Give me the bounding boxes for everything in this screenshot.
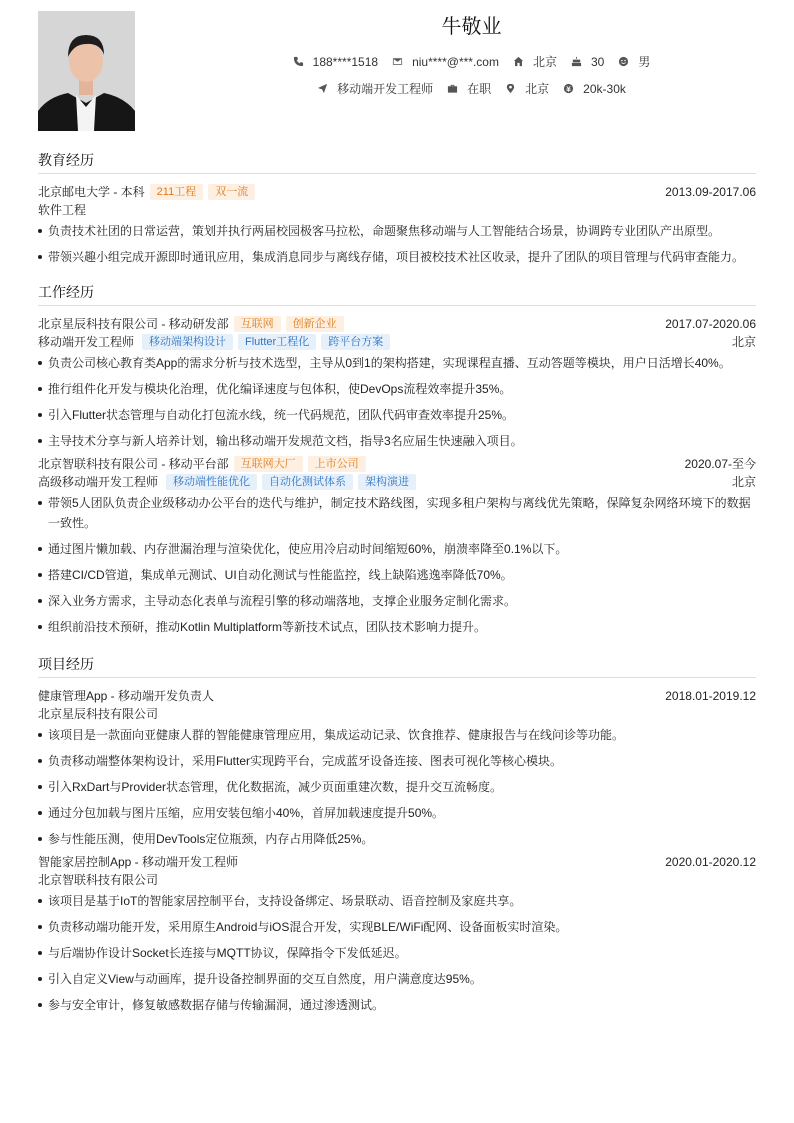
project-bullets <box>38 725 756 849</box>
company-name: 北京智联科技有限公司 - 移动平台部 <box>38 457 229 471</box>
list-item: 引入自定义View与动画库，提升设备控制界面的交互自然度，用户满意度达95%。 <box>38 969 756 989</box>
list-item: 推行组件化开发与模块化治理，优化编译速度与包体积，使DevOps流程效率提升35%。 <box>38 379 756 399</box>
job-title: 高级移动端开发工程师 <box>38 475 159 489</box>
phone-item <box>293 55 378 69</box>
target-city-item <box>505 80 549 97</box>
work-bullets <box>38 493 756 637</box>
work-section <box>38 282 756 643</box>
list-item: 与后端协作设计Socket长连接与MQTT协议，保障指令下发低延迟。 <box>38 943 756 963</box>
skill-tag: 移动端性能优化 <box>166 474 257 490</box>
project-bullets <box>38 891 756 1015</box>
work-bullets <box>38 353 756 451</box>
list-item: 引入Flutter状态管理与自动化打包流水线，统一代码规范，团队代码审查效率提升25%。 <box>38 405 756 425</box>
projects-section-title: 项目经历 <box>38 654 756 678</box>
school-tag: 双一流 <box>208 184 255 200</box>
residence-item <box>513 53 557 70</box>
work-entry <box>38 455 756 637</box>
project-company: 北京星辰科技有限公司 <box>38 707 159 721</box>
phone-icon <box>293 56 304 67</box>
education-entry <box>38 183 756 267</box>
major: 软件工程 <box>38 203 87 217</box>
company-tag: 互联网大厂 <box>234 456 303 472</box>
project-date: 2018.01-2019.12 <box>665 689 756 703</box>
candidate-name: 牛敬业 <box>441 16 502 38</box>
projects-section <box>38 654 756 1021</box>
project-entry <box>38 853 756 1015</box>
age-item <box>571 55 604 69</box>
work-city: 北京 <box>731 335 756 349</box>
list-item: 通过分包加载与图片压缩，应用安装包缩小40%，首屏加载速度提升50%。 <box>38 803 756 823</box>
school-name: 北京邮电大学 - 本科 <box>38 185 145 199</box>
contact-info-row <box>0 53 794 70</box>
list-item: 搭建CI/CD管道，集成单元测试、UI自动化测试与性能监控，线上缺陷逃逸率降低70%。 <box>38 565 756 585</box>
email-item <box>392 55 499 69</box>
job-title: 移动端开发工程师 <box>38 335 135 349</box>
job-intent-row <box>0 80 794 97</box>
smile-icon <box>618 56 629 67</box>
list-item: 通过图片懒加载、内存泄漏治理与渲染优化，使应用冷启动时间缩短60%，崩溃率降至0.1%以下。 <box>38 539 756 559</box>
residence-text: 北京 <box>532 55 557 69</box>
school-tag: 211工程 <box>150 184 204 200</box>
list-item: 负责移动端整体架构设计，采用Flutter实现跨平台，完成蓝牙设备连接、图表可视化等核心模块。 <box>38 751 756 771</box>
list-item: 负责公司核心教育类App的需求分析与技术选型，主导从0到1的架构搭建，实现课程直播、互动答题等模块，用户日活增长40%。 <box>38 353 756 373</box>
list-item: 参与性能压测，使用DevTools定位瓶颈，内存占用降低25%。 <box>38 829 756 849</box>
list-item: 组织前沿技术预研，推动Kotlin Multiplatform等新技术试点，团队技术影响力提升。 <box>38 617 756 637</box>
project-name: 健康管理App - 移动端开发负责人 <box>38 689 215 703</box>
salary-text: 20k-30k <box>583 81 626 96</box>
list-item: 带领5人团队负责企业级移动办公平台的迭代与维护，制定技术路线图，实现多租户架构与离线优先策略，保障复杂网络环境下的数据一致性。 <box>38 493 756 533</box>
education-section-title: 教育经历 <box>38 150 756 174</box>
list-item: 主导技术分享与新人培养计划，输出移动端开发规范文档，指导3名应届生快速融入项目。 <box>38 431 756 451</box>
work-date: 2017.07-2020.06 <box>665 317 756 331</box>
cake-icon <box>571 56 582 67</box>
gender-item <box>618 53 650 70</box>
work-date: 2020.07-至今 <box>684 457 756 471</box>
list-item: 引入RxDart与Provider状态管理，优化数据流，减少页面重建次数，提升交互流畅度。 <box>38 777 756 797</box>
target-position-item <box>317 80 433 97</box>
company-tag: 创新企业 <box>286 316 344 332</box>
mail-icon <box>392 56 403 67</box>
list-item: 负责移动端功能开发，采用原生Android与iOS混合开发，实现BLE/WiFi配网、设备面板实时渲染。 <box>38 917 756 937</box>
phone-text: 188****1518 <box>312 54 379 69</box>
target-city-text: 北京 <box>525 82 550 96</box>
education-section <box>38 150 756 273</box>
list-item: 该项目是一款面向亚健康人群的智能健康管理应用，集成运动记录、饮食推荐、健康报告与在线问诊等功能。 <box>38 725 756 745</box>
company-tag: 互联网 <box>234 316 281 332</box>
list-item: 负责技术社团的日常运营，策划并执行两届校园极客马拉松，命题聚焦移动端与人工智能结合场景，协调跨专业团队产出原型。 <box>38 221 756 241</box>
education-bullets <box>38 221 756 267</box>
briefcase-icon <box>447 83 458 94</box>
list-item: 带领兴趣小组完成开源即时通讯应用，集成消息同步与离线存储，项目被校技术社区收录，提升了团队的项目管理与代码审查能力。 <box>38 247 756 267</box>
project-entry <box>38 687 756 849</box>
location-pin-icon <box>505 83 516 94</box>
company-name: 北京星辰科技有限公司 - 移动研发部 <box>38 317 229 331</box>
project-name: 智能家居控制App - 移动端开发工程师 <box>38 855 239 869</box>
list-item: 该项目是基于IoT的智能家居控制平台，支持设备绑定、场景联动、语音控制及家庭共享。 <box>38 891 756 911</box>
skill-tag: 架构演进 <box>358 474 416 490</box>
salary-item <box>563 82 626 96</box>
age-text: 30 <box>590 54 605 69</box>
job-status-item <box>447 80 491 97</box>
email-text: niu****@***.com <box>412 54 499 69</box>
work-entry <box>38 315 756 451</box>
work-city: 北京 <box>731 475 756 489</box>
salary-icon <box>563 83 574 94</box>
target-position-text: 移动端开发工程师 <box>337 82 434 96</box>
skill-tag: 自动化测试体系 <box>262 474 353 490</box>
list-item: 深入业务方需求，主导动态化表单与流程引擎的移动端落地，支撑企业服务定制化需求。 <box>38 591 756 611</box>
skill-tag: Flutter工程化 <box>238 334 316 350</box>
company-tag: 上市公司 <box>308 456 366 472</box>
work-section-title: 工作经历 <box>38 282 756 306</box>
list-item: 参与安全审计，修复敏感数据存储与传输漏洞，通过渗透测试。 <box>38 995 756 1015</box>
skill-tag: 跨平台方案 <box>321 334 390 350</box>
home-icon <box>513 56 524 67</box>
project-date: 2020.01-2020.12 <box>665 855 756 869</box>
job-status-text: 在职 <box>467 82 492 96</box>
skill-tag: 移动端架构设计 <box>142 334 233 350</box>
project-company: 北京智联科技有限公司 <box>38 873 159 887</box>
send-icon <box>317 83 328 94</box>
gender-text: 男 <box>638 55 651 69</box>
education-date: 2013.09-2017.06 <box>665 185 756 199</box>
